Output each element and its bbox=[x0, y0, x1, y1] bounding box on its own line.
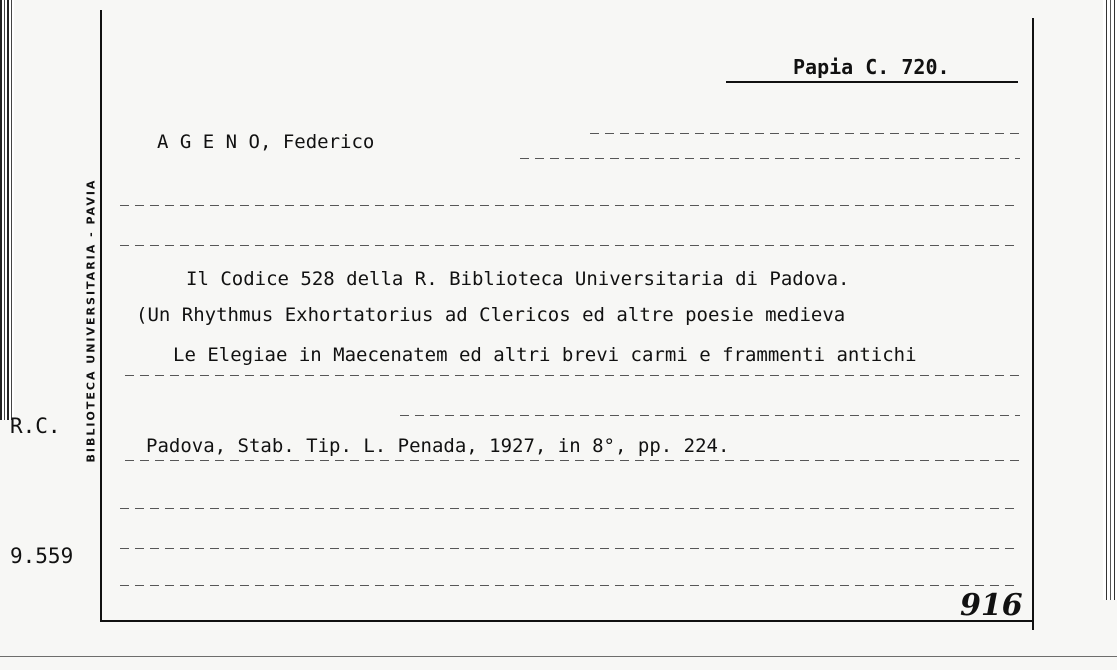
ruled-line bbox=[120, 508, 1020, 509]
title-line-2: (Un Rhythmus Exhortatorius ad Clericos ed altre poesie medieva bbox=[136, 304, 846, 326]
ruled-line bbox=[125, 375, 1025, 376]
handwritten-number: 916 bbox=[960, 588, 1023, 623]
ruled-line bbox=[520, 158, 1020, 159]
ruled-line bbox=[125, 460, 1025, 461]
call-number: Papia C. 720. bbox=[793, 55, 950, 79]
imprint-line: Padova, Stab. Tip. L. Penada, 1927, in 8°, pp. 224. bbox=[146, 435, 730, 457]
library-stamp-text: BIBLIOTECA UNIVERSITARIA - PAVIA bbox=[84, 178, 98, 463]
ruled-line bbox=[120, 585, 1020, 586]
card-bottom-edge bbox=[0, 656, 1117, 657]
ruled-line bbox=[590, 133, 1020, 134]
title-line-1: Il Codice 528 della R. Biblioteca Universitaria di Padova. bbox=[186, 268, 850, 290]
ruled-line bbox=[120, 205, 1020, 206]
shelf-mark-line-1: R.C. bbox=[10, 414, 61, 438]
title-line-3: Le Elegiae in Maecenatem ed altri brevi carmi e frammenti antichi bbox=[173, 344, 917, 366]
signature-underline bbox=[726, 81, 1018, 83]
shelf-mark-line-2: 9.559 bbox=[10, 544, 74, 568]
library-stamp bbox=[80, 128, 102, 513]
ruled-line bbox=[120, 548, 1020, 549]
bottom-rule bbox=[100, 620, 1034, 622]
author-heading: A G E N O, Federico bbox=[157, 131, 375, 153]
ruled-line bbox=[120, 245, 1020, 246]
card-left-edge bbox=[0, 0, 14, 420]
card-right-edge bbox=[1103, 0, 1117, 600]
right-margin-rule bbox=[1032, 18, 1034, 630]
ruled-line bbox=[400, 415, 1020, 416]
